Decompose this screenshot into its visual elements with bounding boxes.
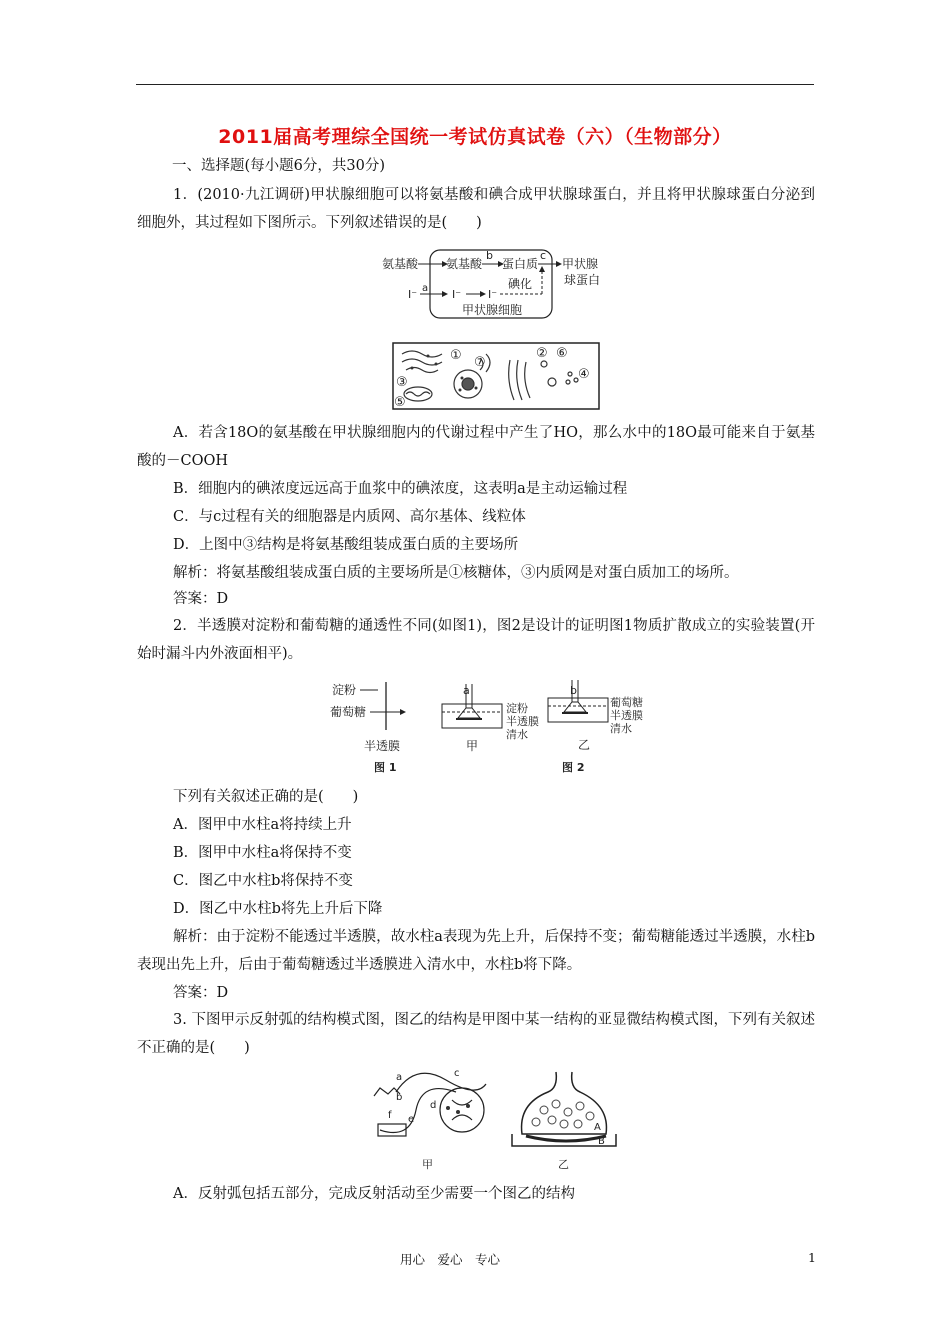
fig-membrane: 半透膜 [364,739,401,753]
page-title: 2011届高考理综全国统一考试仿真试卷（六）（生物部分） [218,126,732,148]
fig-marker-6: ⑥ [556,346,568,361]
header-rule [136,84,814,85]
q1-stem: 1．(2010·九江调研)甲状腺细胞可以将氨基酸和碘合成甲状腺球蛋白，并且将甲状腺球蛋白分泌到细胞外，其过程如下图所示。下列叙述错误的是( ) [137,187,815,231]
fig-label-B: B [598,1136,605,1147]
footer-motto: 用心 爱心 专心 [400,1252,501,1267]
q2-answer: 答案：D [173,985,229,1001]
fig-iodine-3: I⁻ [488,288,498,301]
fig-label-a: a [396,1072,403,1083]
fig-marker-3: ③ [396,375,408,390]
q3-option-a: A．反射弧包括五部分，完成反射活动至少需要一个图乙的结构 [173,1186,575,1202]
q1-option-b: B．细胞内的碘浓度远远高于血浆中的碘浓度，这表明a是主动运输过程 [173,481,628,497]
fig-marker-1: ① [450,348,462,363]
fig-yi: 乙 [578,738,591,752]
q2-figure [330,678,660,776]
fig-label-c: c [540,249,547,262]
fig-iodination: 碘化 [508,277,533,291]
fig-label-f: f [388,1110,392,1121]
fig-marker-2: ② [536,346,548,361]
q2-analysis: 解析：由于淀粉不能透过半透膜，故水柱a表现为先上升，后保持不变；葡萄糖能透过半透膜，水柱b表现出先上升，后由于葡萄糖透过半透膜进入清水中，水柱b将下降。 [137,929,815,973]
fig-caption-1: 图 1 [374,761,397,774]
fig-marker-7: ⑦ [474,355,486,370]
fig-starch: 淀粉 [332,683,357,697]
fig-protein: 蛋白质 [502,257,539,271]
fig-amino-acid-outside: 氨基酸 [382,257,419,271]
fig-iodine-1: I⁻ [408,288,418,301]
fig-label-d: d [430,1100,437,1111]
fig-label-b: b [486,249,493,262]
fig-jia: 甲 [466,739,479,753]
q2-stem: 2．半透膜对淀粉和葡萄糖的通透性不同(如图1)，图2是设计的证明图1物质扩散成立的实验装置(开始时漏斗内外液面相平)。 [137,618,815,662]
page-number: 1 [808,1250,816,1265]
q1-figure-organelles [392,342,602,412]
fig-marker-4: ④ [578,367,590,382]
q1-option-c: C．与c过程有关的细胞器是内质网、高尔基体、线粒体 [173,509,526,525]
fig-label-e: e [408,1114,415,1125]
q1-answer: 答案：D [173,591,229,607]
fig-label-c: c [454,1068,460,1079]
fig-jia: 甲 [422,1158,433,1171]
q3-stem: 3. 下图甲示反射弧的结构模式图，图乙的结构是甲图中某一结构的亚显微结构模式图，下列有关叙述不正确的是( ) [137,1012,815,1056]
fig-globulin: 球蛋白 [564,273,601,287]
q3-figure [366,1066,626,1176]
fig-label-A: A [594,1122,601,1133]
q2-option-d: D．图乙中水柱b将先上升后下降 [173,901,383,917]
q2-option-b: B．图甲中水柱a将保持不变 [173,845,352,861]
fig-label-b: b [396,1092,403,1103]
q1-option-d: D．上图中③结构是将氨基酸组装成蛋白质的主要场所 [173,537,519,553]
fig-thyroid: 甲状腺 [562,257,599,271]
fig-label-a: a [463,684,470,697]
q2-option-a: A．图甲中水柱a将持续上升 [173,817,352,833]
fig-jia-starch: 淀粉 [506,702,528,715]
fig-marker-5: ⑤ [394,395,406,410]
fig-yi-membrane: 半透膜 [610,709,643,722]
fig-yi: 乙 [558,1158,569,1171]
fig-caption-2: 图 2 [562,761,585,774]
fig-iodine-2: I⁻ [452,288,462,301]
q1-option-a: A．若含18O的氨基酸在甲状腺细胞内的代谢过程中产生了HO，那么水中的18O最可能来自于氨基酸的－COOH [137,425,815,469]
fig-yi-water: 清水 [610,722,632,735]
fig-label-a: a [422,283,429,294]
fig-yi-glucose: 葡萄糖 [610,696,643,709]
q2-lead: 下列有关叙述正确的是( ) [173,789,359,805]
q1-analysis: 解析：将氨基酸组装成蛋白质的主要场所是①核糖体，③内质网是对蛋白质加工的场所。 [173,565,739,581]
fig-glucose: 葡萄糖 [330,705,367,719]
fig-amino-acid-inside: 氨基酸 [446,257,483,271]
fig-label-b: b [570,684,577,697]
q2-option-c: C．图乙中水柱b将保持不变 [173,873,353,889]
q1-figure-top [380,246,630,324]
fig-thyroid-cell: 甲状腺细胞 [462,303,523,317]
fig-jia-membrane: 半透膜 [506,715,539,728]
section-heading: 一、选择题(每小题6分，共30分) [172,158,385,174]
fig-jia-water: 清水 [506,728,528,741]
